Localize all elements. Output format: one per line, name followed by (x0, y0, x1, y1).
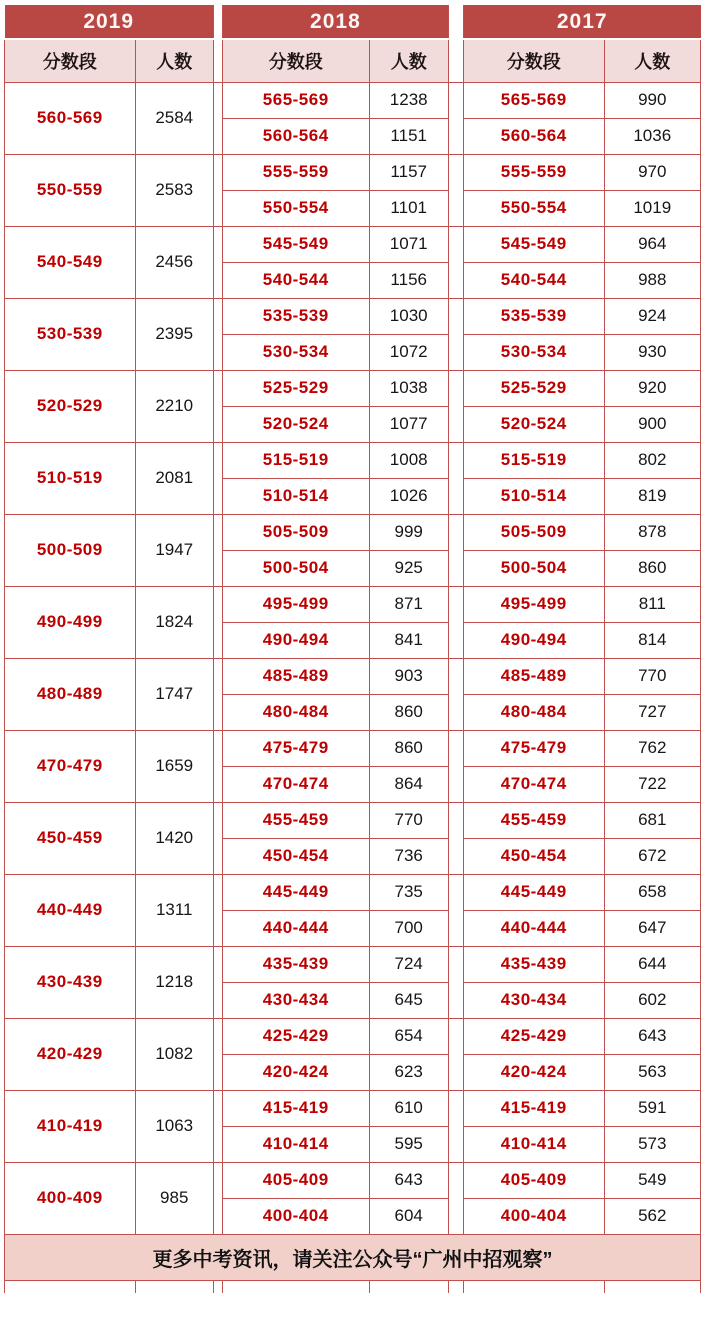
score-range-cell-2019: 540-549 (5, 226, 136, 298)
group-separator (448, 5, 463, 82)
score-range-cell-2017: 450-454 (463, 838, 604, 874)
count-cell-2017: 647 (604, 910, 700, 946)
count-cell-2017: 722 (604, 766, 700, 802)
score-range-cell-2019: 520-529 (5, 370, 136, 442)
count-cell-2018: 999 (369, 514, 448, 550)
count-cell-2018: 770 (369, 802, 448, 838)
score-range-cell-2018: 565-569 (222, 82, 369, 118)
score-range-cell-2017: 545-549 (463, 226, 604, 262)
table-row (5, 802, 701, 838)
score-range-cell-2017: 495-499 (463, 586, 604, 622)
count-cell-2017: 681 (604, 802, 700, 838)
group-separator (448, 802, 463, 874)
score-range-cell-2019: 410-419 (5, 1090, 136, 1162)
count-cell-2018: 643 (369, 1162, 448, 1198)
group-separator (213, 586, 222, 658)
table-row (5, 1018, 701, 1054)
score-range-cell-2018: 480-484 (222, 694, 369, 730)
group-separator (448, 730, 463, 802)
score-range-cell-2018: 450-454 (222, 838, 369, 874)
count-cell-2018: 654 (369, 1018, 448, 1054)
group-separator (213, 514, 222, 586)
year-header-2018: 2018 (222, 5, 448, 39)
count-cell-2018: 1030 (369, 298, 448, 334)
table-row (5, 1090, 701, 1126)
table-row (5, 658, 701, 694)
table-row (5, 1162, 701, 1198)
count-cell-2017: 762 (604, 730, 700, 766)
count-cell-2017: 591 (604, 1090, 700, 1126)
count-cell-2017: 727 (604, 694, 700, 730)
score-range-cell-2018: 485-489 (222, 658, 369, 694)
group-separator (448, 1162, 463, 1234)
score-range-cell-2019: 490-499 (5, 586, 136, 658)
cutoff-cell (5, 1280, 136, 1293)
score-range-cell-2018: 475-479 (222, 730, 369, 766)
cutoff-cell (448, 1280, 463, 1293)
score-range-cell-2018: 540-544 (222, 262, 369, 298)
table-row (5, 586, 701, 622)
score-range-cell-2017: 425-429 (463, 1018, 604, 1054)
count-cell-2017: 860 (604, 550, 700, 586)
count-cell-2017: 1036 (604, 118, 700, 154)
count-cell-2018: 1157 (369, 154, 448, 190)
count-cell-2019: 1659 (135, 730, 213, 802)
group-separator (448, 442, 463, 514)
score-range-cell-2017: 560-564 (463, 118, 604, 154)
count-cell-2017: 924 (604, 298, 700, 334)
score-range-cell-2017: 530-534 (463, 334, 604, 370)
group-separator (213, 154, 222, 226)
score-range-cell-2017: 540-544 (463, 262, 604, 298)
score-range-cell-2018: 500-504 (222, 550, 369, 586)
score-table-body (5, 82, 701, 1234)
score-range-cell-2017: 420-424 (463, 1054, 604, 1090)
count-cell-2018: 1238 (369, 82, 448, 118)
count-cell-2018: 645 (369, 982, 448, 1018)
count-cell-2018: 1072 (369, 334, 448, 370)
table-row (5, 730, 701, 766)
score-range-cell-2017: 490-494 (463, 622, 604, 658)
count-cell-2018: 925 (369, 550, 448, 586)
column-header-count-2018: 人数 (369, 39, 448, 82)
table-row (5, 82, 701, 118)
group-separator (213, 1162, 222, 1234)
score-range-cell-2017: 480-484 (463, 694, 604, 730)
group-separator (213, 730, 222, 802)
table-row (5, 370, 701, 406)
count-cell-2017: 549 (604, 1162, 700, 1198)
count-cell-2018: 1101 (369, 190, 448, 226)
group-separator (213, 5, 222, 82)
cutoff-cell (222, 1280, 369, 1293)
score-range-cell-2018: 510-514 (222, 478, 369, 514)
cutoff-cell (463, 1280, 604, 1293)
count-cell-2018: 860 (369, 730, 448, 766)
count-cell-2017: 573 (604, 1126, 700, 1162)
score-range-cell-2019: 440-449 (5, 874, 136, 946)
column-header-range-2018: 分数段 (222, 39, 369, 82)
score-range-cell-2019: 400-409 (5, 1162, 136, 1234)
count-cell-2019: 985 (135, 1162, 213, 1234)
count-cell-2017: 802 (604, 442, 700, 478)
group-separator (213, 82, 222, 154)
count-cell-2017: 930 (604, 334, 700, 370)
cutoff-cell (135, 1280, 213, 1293)
score-range-cell-2019: 480-489 (5, 658, 136, 730)
score-distribution-table (4, 5, 701, 1293)
score-range-cell-2018: 515-519 (222, 442, 369, 478)
footer-note: 更多中考资讯，请关注公众号“广州中招观察” (5, 1234, 701, 1280)
score-range-cell-2018: 425-429 (222, 1018, 369, 1054)
count-cell-2018: 860 (369, 694, 448, 730)
count-cell-2017: 644 (604, 946, 700, 982)
group-separator (448, 82, 463, 154)
count-cell-2017: 920 (604, 370, 700, 406)
count-cell-2018: 903 (369, 658, 448, 694)
group-separator (448, 586, 463, 658)
count-cell-2018: 864 (369, 766, 448, 802)
cutoff-row (5, 1280, 701, 1293)
score-range-cell-2017: 505-509 (463, 514, 604, 550)
score-range-cell-2019: 430-439 (5, 946, 136, 1018)
group-separator (213, 370, 222, 442)
count-cell-2018: 1071 (369, 226, 448, 262)
score-range-cell-2017: 535-539 (463, 298, 604, 334)
group-separator (213, 226, 222, 298)
group-separator (448, 370, 463, 442)
column-header-range-2017: 分数段 (463, 39, 604, 82)
score-range-cell-2017: 520-524 (463, 406, 604, 442)
group-separator (213, 874, 222, 946)
count-cell-2019: 2456 (135, 226, 213, 298)
count-cell-2017: 658 (604, 874, 700, 910)
count-cell-2019: 1311 (135, 874, 213, 946)
score-range-cell-2019: 510-519 (5, 442, 136, 514)
count-cell-2018: 604 (369, 1198, 448, 1234)
score-range-cell-2019: 500-509 (5, 514, 136, 586)
score-range-cell-2018: 410-414 (222, 1126, 369, 1162)
count-cell-2018: 1156 (369, 262, 448, 298)
score-range-cell-2017: 455-459 (463, 802, 604, 838)
score-range-cell-2018: 520-524 (222, 406, 369, 442)
group-separator (213, 658, 222, 730)
group-separator (213, 1018, 222, 1090)
group-separator (448, 298, 463, 370)
cutoff-cell (604, 1280, 700, 1293)
count-cell-2017: 878 (604, 514, 700, 550)
count-cell-2017: 990 (604, 82, 700, 118)
count-cell-2017: 900 (604, 406, 700, 442)
score-range-cell-2018: 505-509 (222, 514, 369, 550)
count-cell-2017: 563 (604, 1054, 700, 1090)
footer-row (5, 1234, 701, 1280)
score-range-cell-2017: 500-504 (463, 550, 604, 586)
group-separator (448, 154, 463, 226)
count-cell-2018: 700 (369, 910, 448, 946)
year-header-row (5, 5, 701, 39)
count-cell-2018: 1008 (369, 442, 448, 478)
count-cell-2019: 1063 (135, 1090, 213, 1162)
score-range-cell-2019: 450-459 (5, 802, 136, 874)
count-cell-2018: 623 (369, 1054, 448, 1090)
column-header-count-2017: 人数 (604, 39, 700, 82)
score-range-cell-2017: 555-559 (463, 154, 604, 190)
score-range-cell-2018: 560-564 (222, 118, 369, 154)
count-cell-2019: 1947 (135, 514, 213, 586)
score-range-cell-2018: 415-419 (222, 1090, 369, 1126)
count-cell-2017: 814 (604, 622, 700, 658)
count-cell-2019: 2210 (135, 370, 213, 442)
column-header-count-2019: 人数 (135, 39, 213, 82)
group-separator (448, 658, 463, 730)
group-separator (213, 946, 222, 1018)
table-row (5, 442, 701, 478)
table-row (5, 874, 701, 910)
count-cell-2017: 672 (604, 838, 700, 874)
group-separator (448, 514, 463, 586)
score-range-cell-2018: 530-534 (222, 334, 369, 370)
count-cell-2018: 595 (369, 1126, 448, 1162)
table-row (5, 154, 701, 190)
score-range-cell-2017: 510-514 (463, 478, 604, 514)
score-range-cell-2018: 420-424 (222, 1054, 369, 1090)
count-cell-2019: 1218 (135, 946, 213, 1018)
count-cell-2017: 988 (604, 262, 700, 298)
column-header-range-2019: 分数段 (5, 39, 136, 82)
column-header-row (5, 39, 701, 82)
cutoff-cell (369, 1280, 448, 1293)
count-cell-2019: 1824 (135, 586, 213, 658)
count-cell-2017: 562 (604, 1198, 700, 1234)
score-range-cell-2017: 470-474 (463, 766, 604, 802)
table-row (5, 514, 701, 550)
score-range-cell-2018: 440-444 (222, 910, 369, 946)
score-range-cell-2017: 515-519 (463, 442, 604, 478)
count-cell-2019: 2081 (135, 442, 213, 514)
table-row (5, 226, 701, 262)
group-separator (213, 298, 222, 370)
count-cell-2017: 970 (604, 154, 700, 190)
score-range-cell-2017: 475-479 (463, 730, 604, 766)
score-range-cell-2018: 490-494 (222, 622, 369, 658)
score-range-cell-2018: 405-409 (222, 1162, 369, 1198)
score-range-cell-2017: 410-414 (463, 1126, 604, 1162)
score-range-cell-2018: 455-459 (222, 802, 369, 838)
count-cell-2018: 1038 (369, 370, 448, 406)
score-range-cell-2019: 420-429 (5, 1018, 136, 1090)
score-range-cell-2019: 550-559 (5, 154, 136, 226)
score-range-cell-2017: 400-404 (463, 1198, 604, 1234)
count-cell-2018: 1026 (369, 478, 448, 514)
count-cell-2019: 1747 (135, 658, 213, 730)
count-cell-2018: 841 (369, 622, 448, 658)
score-range-cell-2017: 435-439 (463, 946, 604, 982)
score-range-cell-2018: 555-559 (222, 154, 369, 190)
score-range-cell-2017: 525-529 (463, 370, 604, 406)
count-cell-2019: 2395 (135, 298, 213, 370)
group-separator (213, 442, 222, 514)
count-cell-2019: 2583 (135, 154, 213, 226)
count-cell-2018: 736 (369, 838, 448, 874)
count-cell-2018: 871 (369, 586, 448, 622)
score-range-cell-2018: 445-449 (222, 874, 369, 910)
score-range-cell-2017: 565-569 (463, 82, 604, 118)
score-range-cell-2019: 560-569 (5, 82, 136, 154)
score-range-cell-2017: 405-409 (463, 1162, 604, 1198)
score-range-cell-2018: 535-539 (222, 298, 369, 334)
score-range-cell-2018: 470-474 (222, 766, 369, 802)
score-range-cell-2018: 550-554 (222, 190, 369, 226)
score-range-cell-2017: 440-444 (463, 910, 604, 946)
count-cell-2017: 770 (604, 658, 700, 694)
score-range-cell-2018: 525-529 (222, 370, 369, 406)
group-separator (448, 1018, 463, 1090)
score-range-cell-2018: 435-439 (222, 946, 369, 982)
count-cell-2018: 735 (369, 874, 448, 910)
score-range-cell-2017: 550-554 (463, 190, 604, 226)
table-row (5, 298, 701, 334)
group-separator (448, 226, 463, 298)
count-cell-2019: 1082 (135, 1018, 213, 1090)
score-range-cell-2017: 430-434 (463, 982, 604, 1018)
count-cell-2018: 1077 (369, 406, 448, 442)
count-cell-2017: 964 (604, 226, 700, 262)
score-range-cell-2019: 470-479 (5, 730, 136, 802)
score-range-cell-2018: 400-404 (222, 1198, 369, 1234)
group-separator (448, 946, 463, 1018)
group-separator (213, 1090, 222, 1162)
count-cell-2018: 610 (369, 1090, 448, 1126)
score-range-cell-2018: 545-549 (222, 226, 369, 262)
count-cell-2019: 2584 (135, 82, 213, 154)
count-cell-2017: 811 (604, 586, 700, 622)
count-cell-2018: 724 (369, 946, 448, 982)
cutoff-cell (213, 1280, 222, 1293)
score-range-cell-2019: 530-539 (5, 298, 136, 370)
count-cell-2018: 1151 (369, 118, 448, 154)
year-header-2017: 2017 (463, 5, 700, 39)
score-range-cell-2017: 485-489 (463, 658, 604, 694)
count-cell-2017: 819 (604, 478, 700, 514)
score-range-cell-2017: 415-419 (463, 1090, 604, 1126)
count-cell-2017: 602 (604, 982, 700, 1018)
year-header-2019: 2019 (5, 5, 214, 39)
group-separator (448, 874, 463, 946)
group-separator (448, 1090, 463, 1162)
group-separator (213, 802, 222, 874)
score-range-cell-2018: 495-499 (222, 586, 369, 622)
score-range-cell-2018: 430-434 (222, 982, 369, 1018)
score-range-cell-2017: 445-449 (463, 874, 604, 910)
table-row (5, 946, 701, 982)
count-cell-2019: 1420 (135, 802, 213, 874)
count-cell-2017: 643 (604, 1018, 700, 1054)
count-cell-2017: 1019 (604, 190, 700, 226)
